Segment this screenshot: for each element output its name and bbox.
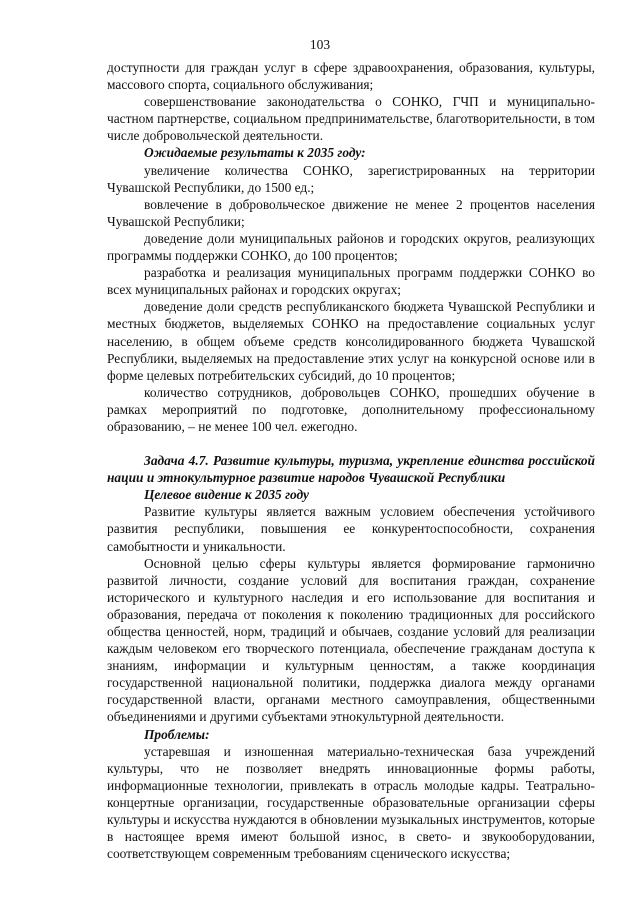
result-item: доведение доли средств республиканского бюджета Чувашской Республики и местных бюджетов, выделяемых СОНКО на предоставление социальных услуг населению, в общем объеме средств консолидированного бюджета Чувашской Республики, выделяемых на предоставление этих услуг на конкурсной основе или в форме целевых потребительских субсидий, до 10 процентов; [107, 299, 595, 383]
section-gap [107, 435, 595, 452]
vision-heading: Целевое видение к 2035 году [144, 487, 309, 503]
result-item: увеличение количества СОНКО, зарегистрированных на территории Чувашской Республики, до 1500 ед.; [107, 162, 595, 195]
page-number: 103 [309, 37, 331, 52]
vision-paragraph: Развитие культуры является важным условием обеспечения устойчивого развития республики, повышения ее конкурентоспособности, сохранения самобытности и уникальности. [107, 504, 595, 554]
page-body [107, 59, 595, 862]
results-heading: Ожидаемые результаты к 2035 году: [144, 145, 366, 161]
result-item: доведение доли муниципальных районов и городских округов, реализующих программы поддержки СОНКО, до 100 процентов; [107, 230, 595, 264]
paragraph-continued: доступности для граждан услуг в сфере здравоохранения, образования, культуры, массового спорта, социального обслуживания; [107, 60, 595, 93]
task-heading: Задача 4.7. Развитие культуры, туризма, укрепление единства российской нации и этнокультурное развитие народов Чувашской Республики [107, 453, 595, 486]
problems-heading: Проблемы: [144, 726, 210, 742]
paragraph-legislation: совершенствование законодательства о СОНКО, ГЧП и муниципально-частном партнерстве, социальном предпринимательстве, благотворительности, в том числе добровольческой деятельности. [107, 94, 595, 144]
result-item: вовлечение в добровольческое движение не менее 2 процентов населения Чувашской Республики; [107, 196, 595, 229]
result-item: количество сотрудников, добровольцев СОНКО, прошедших обучение в рамках мероприятий по подготовке, дополнительному профессиональному образованию, – не менее 100 чел. ежегодно. [107, 384, 595, 434]
result-item: разработка и реализация муниципальных программ поддержки СОНКО во всех муниципальных районах и городских округах; [107, 265, 595, 298]
vision-paragraph: Основной целью сферы культуры является формирование гармонично развитой личности, создание условий для воспитания граждан, сохранение исторического и культурного наследия и его использование для воспитания и образования, передача от поколения к поколению традиционных для российского общества ценностей, норм, традиций и обычаев, создание условий для реализации каждым человеком его творческого потенциала, обеспечение гражданам доступа к знаниям, информации и культурным ценностям, а также координация государственной национальной политики, поддержка диалога между органами государственной власти, органами местного самоуправления, общественными объединениями и другими субъектами этнокультурной деятельности. [107, 555, 595, 725]
problem-item: устаревшая и изношенная материально-техническая база учреждений культуры, что не позволяет внедрять инновационные формы работы, информационные технологии, привлекать в отрасль молодые кадры. Театрально-концертные организации, государственные образовательные организации сферы культуры и искусства нуждаются в обновлении музыкальных инструментов, которые в настоящее время имеют большой износ, в свето- и звукооборудовании, соответствующем современным требованиям сценического искусства; [107, 743, 595, 862]
